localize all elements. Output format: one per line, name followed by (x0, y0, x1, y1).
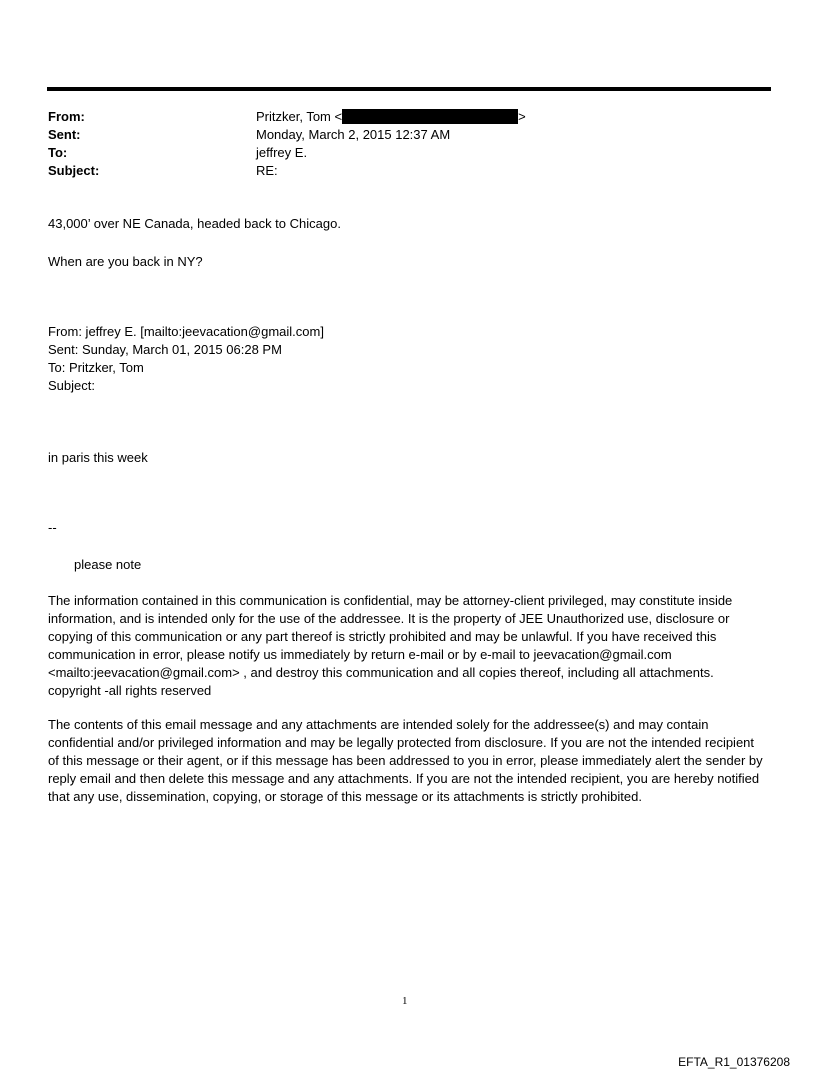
please-note: please note (74, 557, 142, 572)
to-value: jeffrey E. (256, 145, 308, 160)
from-label: From: (48, 109, 85, 124)
disclaimer-paragraph-1: The information contained in this communication is confidential, may be attorney-client privileged, may constitute inside information, and is intended only for the use of the addressee. It is the property of JEE Unauthorized use, disclosure or copying of this communication or any part thereof is strictly prohibited and may be unlawful. If you have received this communication in error, please notify us immediately by return e-mail or by e-mail to jeevacation@gmail.com <mailto:jeevacation@gmail.com> , and destroy this communication and all copies thereof, including all attachments. copyright -all rights reserved (48, 593, 733, 698)
sent-label: Sent: (48, 127, 81, 142)
from-value (256, 108, 748, 126)
quoted-to: To: Pritzker, Tom (48, 360, 144, 375)
body-line-1: 43,000’ over NE Canada, headed back to Chicago. (48, 216, 341, 231)
quoted-message: in paris this week (48, 450, 148, 465)
email-header (48, 108, 748, 180)
quoted-from: From: jeffrey E. [mailto:jeevacation@gmail.com] (48, 324, 324, 339)
quoted-sent: Sent: Sunday, March 01, 2015 06:28 PM (48, 342, 282, 357)
redaction-bar (342, 109, 518, 124)
from-row (48, 108, 748, 126)
page-number: 1 (402, 995, 408, 1007)
subject-label: Subject: (48, 163, 100, 178)
disclaimer-paragraph-2: The contents of this email message and any attachments are intended solely for the addressee(s) and may contain confidential and/or privileged information and may be legally protected from disclosure. If you are not the intended recipient of this message or their agent, or if this message has been addressed to you in error, please immediately alert the sender by reply email and then delete this message and any attachments. If you are not the intended recipient, you are hereby notified that any use, dissemination, copying, or storage of this message or its attachments is strictly prohibited. (48, 717, 763, 804)
quoted-subject: Subject: (48, 378, 95, 393)
to-row (48, 144, 748, 162)
subject-value: RE: (256, 163, 278, 178)
from-name: Pritzker, Tom < (256, 109, 343, 124)
sent-row (48, 126, 748, 144)
subject-row (48, 162, 748, 180)
to-label: To: (48, 145, 68, 160)
sent-value: Monday, March 2, 2015 12:37 AM (256, 127, 451, 142)
signature-separator: -- (48, 520, 57, 535)
document-id: EFTA_R1_01376208 (678, 1055, 790, 1069)
body-line-2: When are you back in NY? (48, 254, 203, 269)
from-end: > (518, 109, 526, 124)
header-divider (47, 87, 771, 91)
